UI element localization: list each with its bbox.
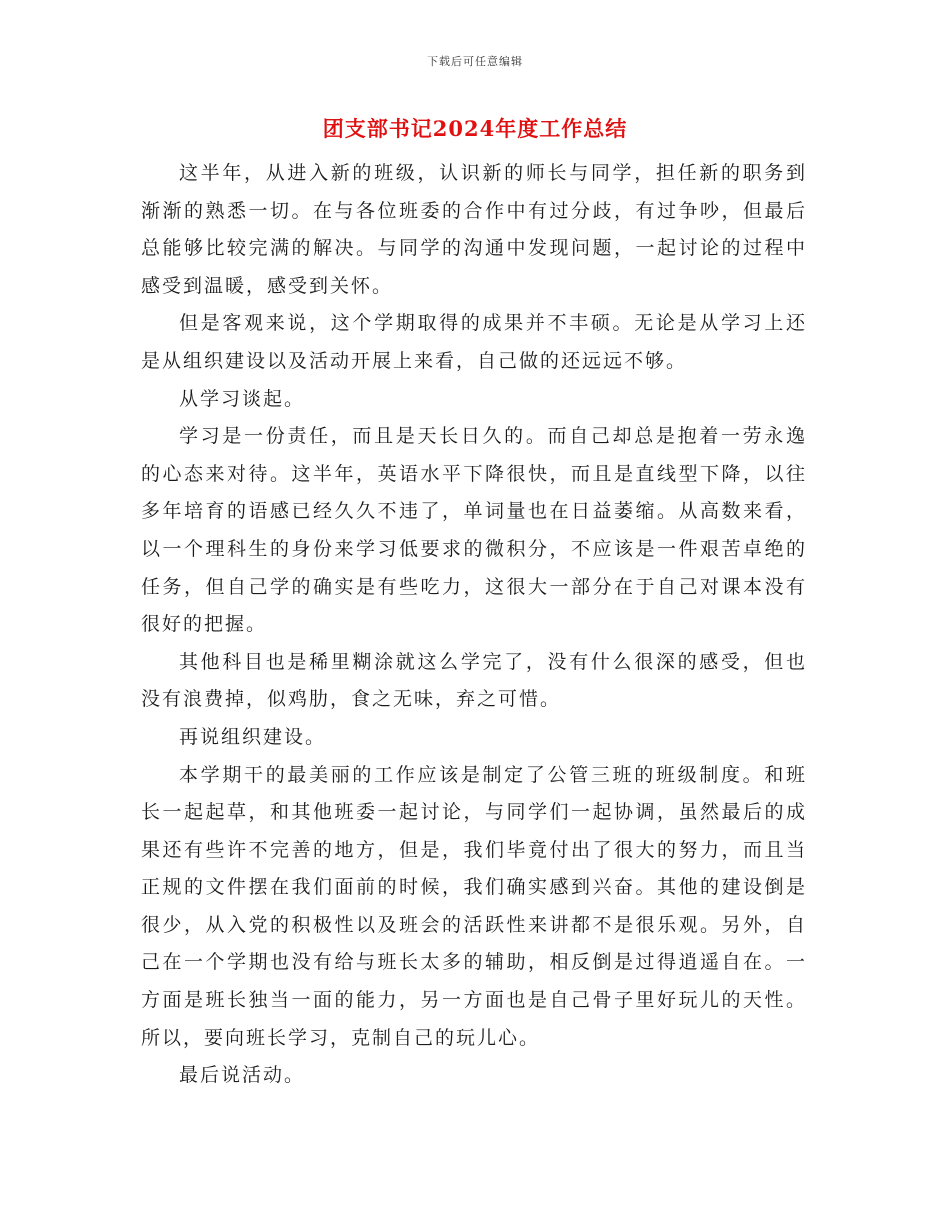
- section-heading: 从学习谈起。: [179, 387, 306, 410]
- document-body: [141, 155, 807, 1095]
- section-heading: 再说组织建设。: [179, 725, 327, 748]
- paragraph: 但是客观来说，这个学期取得的成果并不丰硕。无论是从学习上还是从组织建设以及活动开展上来看，自己做的还远远不够。: [141, 312, 807, 372]
- document-title: 团支部书记2024年度工作总结: [322, 116, 628, 141]
- paragraph: 学习是一份责任，而且是天长日久的。而自己却总是抱着一劳永逸的心态来对待。这半年，英语水平下降很快，而且是直线型下降，以往多年培育的语感已经久久不违了，单词量也在日益萎缩。从高数来看，以一个理科生的身份来学习低要求的微积分，不应该是一件艰苦卓绝的任务，但自己学的确实是有些吃力，这很大一部分在于自己对课本没有很好的把握。: [141, 425, 807, 636]
- header-note: 下载后可任意编辑: [427, 55, 523, 68]
- paragraph: 其他科目也是稀里糊涂就这么学完了，没有什么很深的感受，但也没有浪费掉，似鸡肋，食之无味，弃之可惜。: [141, 650, 807, 711]
- paragraph: 本学期干的最美丽的工作应该是制定了公管三班的班级制度。和班长一起起草，和其他班委一起讨论，与同学们一起协调，虽然最后的成果还有些许不完善的地方，但是，我们毕竟付出了很大的努力，而且当正规的文件摆在我们面前的时候，我们确实感到兴奋。其他的建设倒是很少，从入党的积极性以及班会的活跃性来讲都不是很乐观。另外，自己在一个学期也没有给与班长太多的辅助，相反倒是过得逍遥自在。一方面是班长独当一面的能力，另一方面也是自己骨子里好玩儿的天性。所以，要向班长学习，克制自己的玩儿心。: [141, 763, 807, 1049]
- paragraph: 这半年，从进入新的班级，认识新的师长与同学，担任新的职务到渐渐的熟悉一切。在与各位班委的合作中有过分歧，有过争吵，但最后总能够比较完满的解决。与同学的沟通中发现问题，一起讨论的过程中感受到温暖，感受到关怀。: [141, 162, 807, 297]
- section-heading: 最后说活动。: [179, 1064, 306, 1087]
